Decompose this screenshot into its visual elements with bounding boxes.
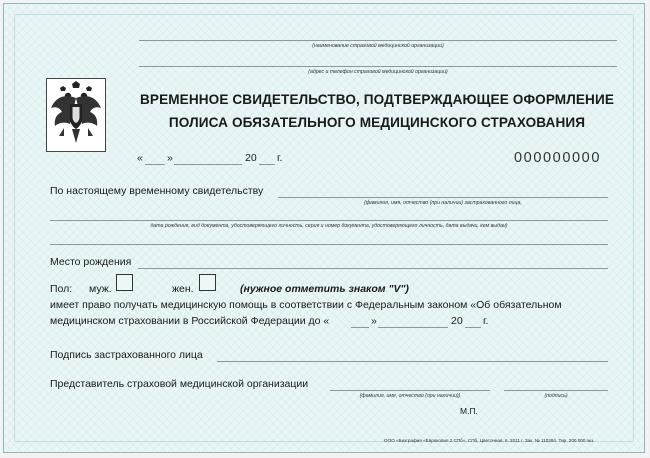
title-line-2: ПОЛИСА ОБЯЗАТЕЛЬНОГО МЕДИЦИНСКОГО СТРАХОВАНИЯ (168, 115, 586, 130)
blank-line[interactable] (50, 244, 608, 245)
holder-label: По настоящему временному свидетельству (50, 185, 264, 197)
representative-name-line[interactable] (330, 390, 490, 391)
org-name-line[interactable] (139, 40, 617, 41)
rights-year-prefix: 20 (451, 315, 463, 327)
date-year-line[interactable] (259, 164, 275, 165)
holder-name-line[interactable] (278, 197, 608, 198)
printer-imprint: ООО «Бизграфия «Еврокопия 2 СПб», СПб, Цветочная, 6. 2011 г. Зак. № 110284. Тир. 200 000 экз. (384, 438, 595, 443)
holder-caption: (фамилия, имя, отчество (при наличии) застрахованного лица, (364, 200, 522, 206)
stamp-label: М.П. (460, 406, 478, 416)
coat-of-arms-icon (46, 78, 106, 152)
org-address-line[interactable] (139, 66, 617, 67)
title-line-1: ВРЕМЕННОЕ СВИДЕТЕЛЬСТВО, ПОДТВЕРЖДАЮЩЕЕ ОФОРМЛЕНИЕ (140, 92, 614, 107)
birthplace-line[interactable] (138, 268, 608, 269)
signature-label: Подпись застрахованного лица (50, 349, 203, 361)
date-year-suffix: г. (277, 152, 283, 164)
date-year-prefix: 20 (245, 152, 257, 164)
sex-hint: (нужное отметить знаком "V") (240, 283, 409, 295)
org-name-caption: (наименование страховой медицинской организации) (312, 43, 444, 49)
rights-year-line[interactable] (465, 327, 481, 328)
representative-signature-line[interactable] (504, 390, 608, 391)
date-day-line[interactable] (145, 164, 165, 165)
temporary-certificate-form (3, 3, 645, 453)
rights-line-1: имеет право получать медицинскую помощь в соответствии с Федеральным законом «Об обязательном (50, 299, 562, 311)
date-month-line[interactable] (174, 164, 242, 165)
representative-label: Представитель страховой медицинской организации (50, 378, 309, 390)
rights-month-line[interactable] (378, 327, 448, 328)
female-label: жен. (172, 283, 194, 295)
male-checkbox[interactable] (116, 274, 133, 291)
signature-line[interactable] (217, 361, 608, 362)
holder-details-line[interactable] (50, 220, 608, 221)
date-open-quote: « (137, 152, 143, 164)
document-number: 000000000 (514, 150, 601, 166)
sex-label: Пол: (50, 283, 73, 295)
representative-signature-caption: (подпись) (544, 393, 568, 399)
male-label: муж. (89, 283, 112, 295)
org-address-caption: (адрес и телефон страховой медицинской организации) (308, 69, 448, 75)
rights-day-line[interactable] (351, 327, 369, 328)
rights-line-2: медицинском страховании в Российской Федерации до « (50, 315, 330, 327)
date-close-quote: » (167, 152, 173, 164)
holder-details-caption: дата рождения, вид документа, удостоверяющего личность, серия и номер документа, удостоверяющего личность, дата выдачи, кем выдан) (150, 223, 508, 229)
rights-close-quote: » (371, 315, 377, 327)
birthplace-label: Место рождения (50, 256, 132, 268)
representative-name-caption: (фамилия, имя, отчество (при наличии)) (359, 393, 461, 399)
female-checkbox[interactable] (199, 274, 216, 291)
rights-year-suffix: г. (483, 315, 489, 327)
